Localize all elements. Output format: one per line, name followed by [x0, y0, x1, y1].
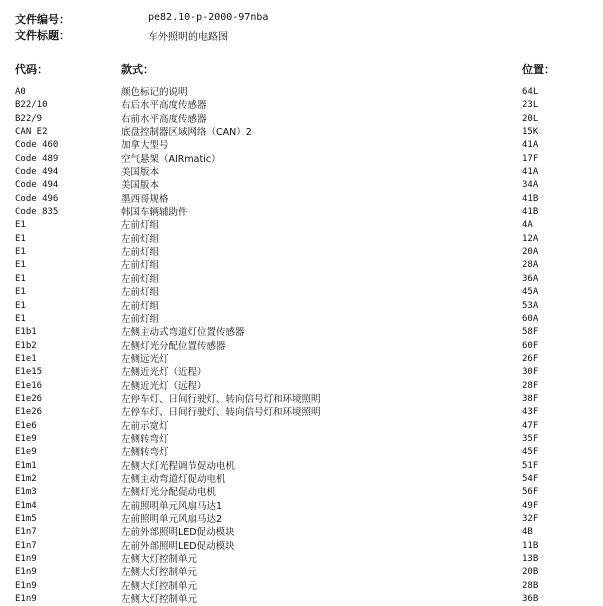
table-row [0, 526, 603, 539]
row-position: 43F [522, 407, 539, 418]
doc-number-value: pe82.10-p-2000-97nba [148, 12, 269, 23]
row-code: E1n9 [15, 567, 37, 578]
row-description: 美国版本 [121, 180, 160, 192]
table-row [0, 113, 603, 126]
table-row [0, 540, 603, 553]
row-position: 41A [522, 167, 539, 178]
row-description: 左前灯组 [121, 260, 160, 272]
row-code: E1 [15, 300, 26, 311]
row-description: 左前照明单元风扇马达1 [121, 500, 223, 512]
row-description: 右后水平高度传感器 [121, 100, 207, 112]
table-row [0, 366, 603, 379]
row-code: E1b1 [15, 327, 37, 338]
row-description: 左侧主动式弯道灯位置传感器 [121, 327, 245, 339]
row-code: B22/10 [15, 100, 48, 111]
table-row [0, 300, 603, 313]
row-code: E1n7 [15, 527, 37, 538]
row-position: 53A [522, 300, 539, 311]
row-position: 11B [522, 540, 539, 551]
table-row [0, 353, 603, 366]
table-row [0, 460, 603, 473]
table-row [0, 206, 603, 219]
table-row [0, 233, 603, 246]
row-description: 美国版本 [121, 167, 160, 179]
row-description: 左前灯组 [121, 273, 160, 285]
row-description: 左侧大灯控制单元 [121, 554, 198, 566]
row-description: 左前示宽灯 [121, 420, 169, 432]
row-code: E1m1 [15, 460, 37, 471]
row-position: 36B [522, 594, 539, 605]
row-description: 左侧转弯灯 [121, 447, 169, 459]
row-position: 28F [522, 380, 539, 391]
row-description: 颜色标记的说明 [121, 87, 188, 98]
table-row [0, 446, 603, 459]
row-code: E1 [15, 313, 26, 324]
table-row [0, 553, 603, 566]
row-description: 左侧大灯控制单元 [121, 580, 198, 592]
row-description: 左前灯组 [121, 300, 160, 312]
row-code: Code 460 [15, 140, 59, 151]
row-code: E1e9 [15, 447, 37, 458]
row-description: 空气悬架（AIRmatic） [121, 153, 221, 165]
table-row [0, 166, 603, 179]
row-position: 17F [522, 153, 539, 164]
row-description: 墨西哥规格 [121, 193, 169, 205]
row-description: 左侧大灯光程调节促动电机 [121, 460, 236, 472]
table-row [0, 179, 603, 192]
row-position: 26F [522, 353, 539, 364]
row-description: 左侧灯光分配促动电机 [121, 487, 217, 499]
row-code: E1n9 [15, 554, 37, 565]
table-row [0, 420, 603, 433]
row-code: E1 [15, 220, 26, 231]
row-position: 36A [522, 273, 539, 284]
row-position: 32F [522, 514, 539, 524]
table-row [0, 380, 603, 393]
row-position: 34A [522, 180, 539, 191]
table-row [0, 286, 603, 299]
row-description: 左侧大灯控制单元 [121, 594, 198, 606]
row-position: 45F [522, 447, 539, 458]
row-position: 56F [522, 487, 539, 498]
row-position: 28B [522, 580, 539, 591]
row-position: 45A [522, 287, 539, 298]
row-description: 左侧近光灯（远程） [121, 380, 207, 392]
table-row [0, 126, 603, 139]
doc-title-label: 文件标题： [15, 29, 70, 42]
row-position: 51F [522, 460, 539, 471]
table-row [0, 313, 603, 326]
table-row [0, 219, 603, 232]
row-description: 左前外部照明LED促动模块 [121, 527, 235, 539]
table-row [0, 86, 603, 99]
row-description: 韩国车辆辅助件 [121, 207, 188, 219]
row-position: 20L [522, 113, 539, 124]
table-row [0, 473, 603, 486]
row-position: 41B [522, 193, 539, 204]
row-position: 20A [522, 247, 539, 258]
row-position: 30F [522, 367, 539, 378]
table-row [0, 593, 603, 606]
table-row [0, 486, 603, 499]
row-description: 左侧近光灯（近程） [121, 367, 207, 379]
row-position: 23L [522, 100, 539, 111]
row-description: 左侧远光灯 [121, 353, 169, 365]
table-row [0, 326, 603, 339]
row-description: 左前灯组 [121, 220, 160, 232]
row-code: Code 489 [15, 153, 59, 164]
row-position: 41B [522, 207, 539, 218]
doc-number-label: 文件编号： [15, 13, 70, 26]
row-position: 58F [522, 327, 539, 338]
row-code: E1e1 [15, 353, 37, 364]
row-position: 60F [522, 340, 539, 351]
table-row [0, 406, 603, 419]
row-code: E1n9 [15, 594, 37, 605]
row-position: 38F [522, 393, 539, 404]
table-row [0, 393, 603, 406]
row-code: E1e26 [15, 393, 43, 404]
row-code: E1e26 [15, 407, 43, 418]
doc-title-value: 车外照明的电路图 [148, 32, 228, 43]
row-code: E1n9 [15, 580, 37, 591]
row-code: CAN E2 [15, 127, 48, 138]
row-code: E1e9 [15, 433, 37, 444]
column-header-code: 代码： [15, 63, 48, 76]
row-code: E1 [15, 260, 26, 271]
row-position: 47F [522, 420, 539, 431]
row-position: 12A [522, 233, 539, 244]
table-row [0, 273, 603, 286]
row-code: Code 494 [15, 167, 59, 178]
row-code: Code 496 [15, 193, 59, 204]
table-row [0, 433, 603, 446]
row-code: E1 [15, 287, 26, 298]
table-row [0, 139, 603, 152]
table-row [0, 580, 603, 593]
row-description: 右前水平高度传感器 [121, 113, 207, 125]
row-code: E1e16 [15, 380, 43, 391]
table-row [0, 513, 603, 526]
row-code: E1e15 [15, 367, 43, 378]
column-header-position: 位置： [522, 63, 555, 76]
row-description: 左侧灯光分配位置传感器 [121, 340, 226, 352]
table-row [0, 99, 603, 112]
row-code: E1b2 [15, 340, 37, 351]
table-row [0, 566, 603, 579]
parts-list [0, 86, 603, 606]
row-position: 13B [522, 554, 539, 565]
row-position: 4B [522, 527, 533, 538]
row-description: 左前灯组 [121, 247, 160, 259]
table-row [0, 259, 603, 272]
row-position: 54F [522, 473, 539, 484]
row-description: 左前外部照明LED促动模块 [121, 540, 235, 552]
row-description: 底盘控制器区域网络（CAN）2 [121, 127, 252, 139]
row-position: 4A [522, 220, 533, 231]
table-row [0, 340, 603, 353]
table-row [0, 500, 603, 513]
row-description: 左停车灯、日间行驶灯、转向信号灯和环境照明 [121, 407, 321, 419]
row-code: B22/9 [15, 113, 43, 124]
row-description: 左侧转弯灯 [121, 433, 169, 445]
row-position: 64L [522, 87, 539, 97]
row-code: E1m4 [15, 500, 37, 511]
row-position: 49F [522, 500, 539, 511]
row-code: E1 [15, 233, 26, 244]
row-description: 左前灯组 [121, 313, 160, 325]
row-position: 15K [522, 127, 539, 138]
table-row [0, 246, 603, 259]
row-code: Code 835 [15, 207, 59, 218]
row-code: Code 494 [15, 180, 59, 191]
row-description: 左前照明单元风扇马达2 [121, 514, 223, 525]
row-code: E1 [15, 247, 26, 258]
row-description: 左停车灯、日间行驶灯、转向信号灯和环境照明 [121, 393, 321, 405]
row-code: E1 [15, 273, 26, 284]
row-code: E1e6 [15, 420, 37, 431]
row-position: 60A [522, 313, 539, 324]
row-description: 加拿大型号 [121, 140, 169, 152]
row-code: E1m3 [15, 487, 37, 498]
row-position: 20B [522, 567, 539, 578]
row-description: 左侧大灯控制单元 [121, 567, 198, 579]
row-position: 28A [522, 260, 539, 271]
row-code: A0 [15, 87, 26, 97]
column-header-style: 款式： [121, 63, 154, 76]
row-code: E1n7 [15, 540, 37, 551]
table-row [0, 193, 603, 206]
row-description: 左前灯组 [121, 233, 160, 245]
row-code: E1m2 [15, 473, 37, 484]
row-position: 35F [522, 433, 539, 444]
row-description: 左前灯组 [121, 287, 160, 299]
row-position: 41A [522, 140, 539, 151]
table-row [0, 153, 603, 166]
row-description: 左侧主动弯道灯促动电机 [121, 473, 226, 485]
row-code: E1m5 [15, 514, 37, 524]
